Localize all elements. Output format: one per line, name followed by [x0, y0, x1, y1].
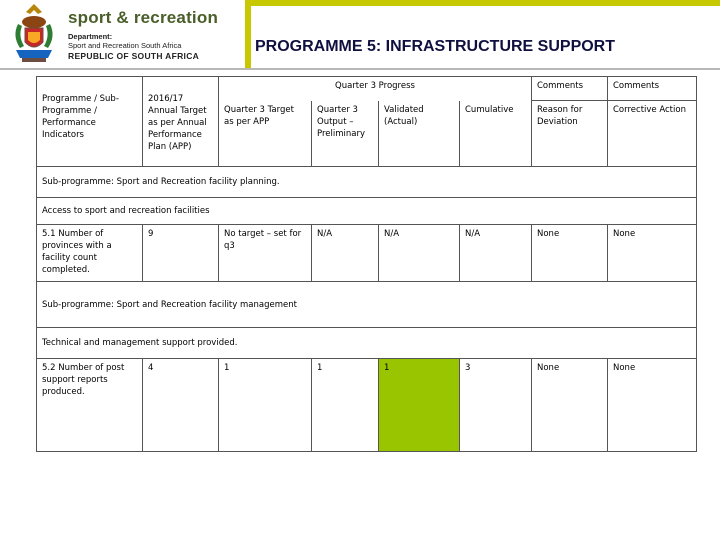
- header-comments-2: Comments: [608, 77, 697, 101]
- validated-5-1: N/A: [379, 225, 460, 282]
- validated-5-2: 1: [379, 359, 460, 452]
- indicator-5-2: 5.2 Number of post support reports produced.: [37, 359, 143, 452]
- header-comments-1: Comments: [532, 77, 608, 101]
- reason-5-2: None: [532, 359, 608, 452]
- objective-row: [37, 198, 697, 225]
- department-logo: [0, 0, 245, 68]
- header-row-1: [37, 77, 697, 101]
- subprogramme-management: Sub-programme: Sport and Recreation facility management: [37, 282, 697, 328]
- department-line-1: Department:: [68, 32, 113, 41]
- country-name: REPUBLIC OF SOUTH AFRICA: [68, 51, 200, 61]
- department-line-2: Sport and Recreation South Africa: [68, 41, 182, 50]
- header-validated: Validated (Actual): [379, 101, 460, 167]
- objective-access: Access to sport and recreation facilities: [37, 198, 697, 225]
- q3-target-5-1: No target – set for q3: [219, 225, 312, 282]
- header-reason: Reason for Deviation: [532, 101, 608, 167]
- page-title: PROGRAMME 5: INFRASTRUCTURE SUPPORT: [255, 38, 616, 55]
- q3-output-5-1: N/A: [312, 225, 379, 282]
- q3-output-5-2: 1: [312, 359, 379, 452]
- corrective-5-1: None: [608, 225, 697, 282]
- annual-target-5-1: 9: [143, 225, 219, 282]
- annual-target-5-2: 4: [143, 359, 219, 452]
- subprogramme-row: [37, 167, 697, 198]
- subprogramme-planning: Sub-programme: Sport and Recreation facility planning.: [37, 167, 697, 198]
- table-row: [37, 359, 697, 452]
- corrective-5-2: None: [608, 359, 697, 452]
- q3-target-5-2: 1: [219, 359, 312, 452]
- table-row: [37, 225, 697, 282]
- performance-table: [36, 76, 697, 452]
- subprogramme-row: [37, 282, 697, 328]
- header-programme: Programme / Sub-Programme / Performance Indicators: [37, 77, 143, 167]
- reason-5-1: None: [532, 225, 608, 282]
- header-divider: [0, 68, 720, 70]
- objective-row: [37, 328, 697, 359]
- department-label: [68, 32, 218, 50]
- header-cumulative: Cumulative: [460, 101, 532, 167]
- header-annual-target: 2016/17 Annual Target as per Annual Performance Plan (APP): [143, 77, 219, 167]
- header-corrective: Corrective Action: [608, 101, 697, 167]
- header-q3-target: Quarter 3 Target as per APP: [219, 101, 312, 167]
- header-panel: [248, 6, 720, 68]
- indicator-5-1: 5.1 Number of provinces with a facility count completed.: [37, 225, 143, 282]
- cumulative-5-2: 3: [460, 359, 532, 452]
- header-q3-progress: Quarter 3 Progress: [219, 77, 532, 101]
- objective-support: Technical and management support provided.: [37, 328, 697, 359]
- brand-title: sport & recreation: [68, 8, 219, 27]
- header-q3-output: Quarter 3 Output – Preliminary: [312, 101, 379, 167]
- cumulative-5-1: N/A: [460, 225, 532, 282]
- coat-of-arms-icon: [8, 2, 60, 64]
